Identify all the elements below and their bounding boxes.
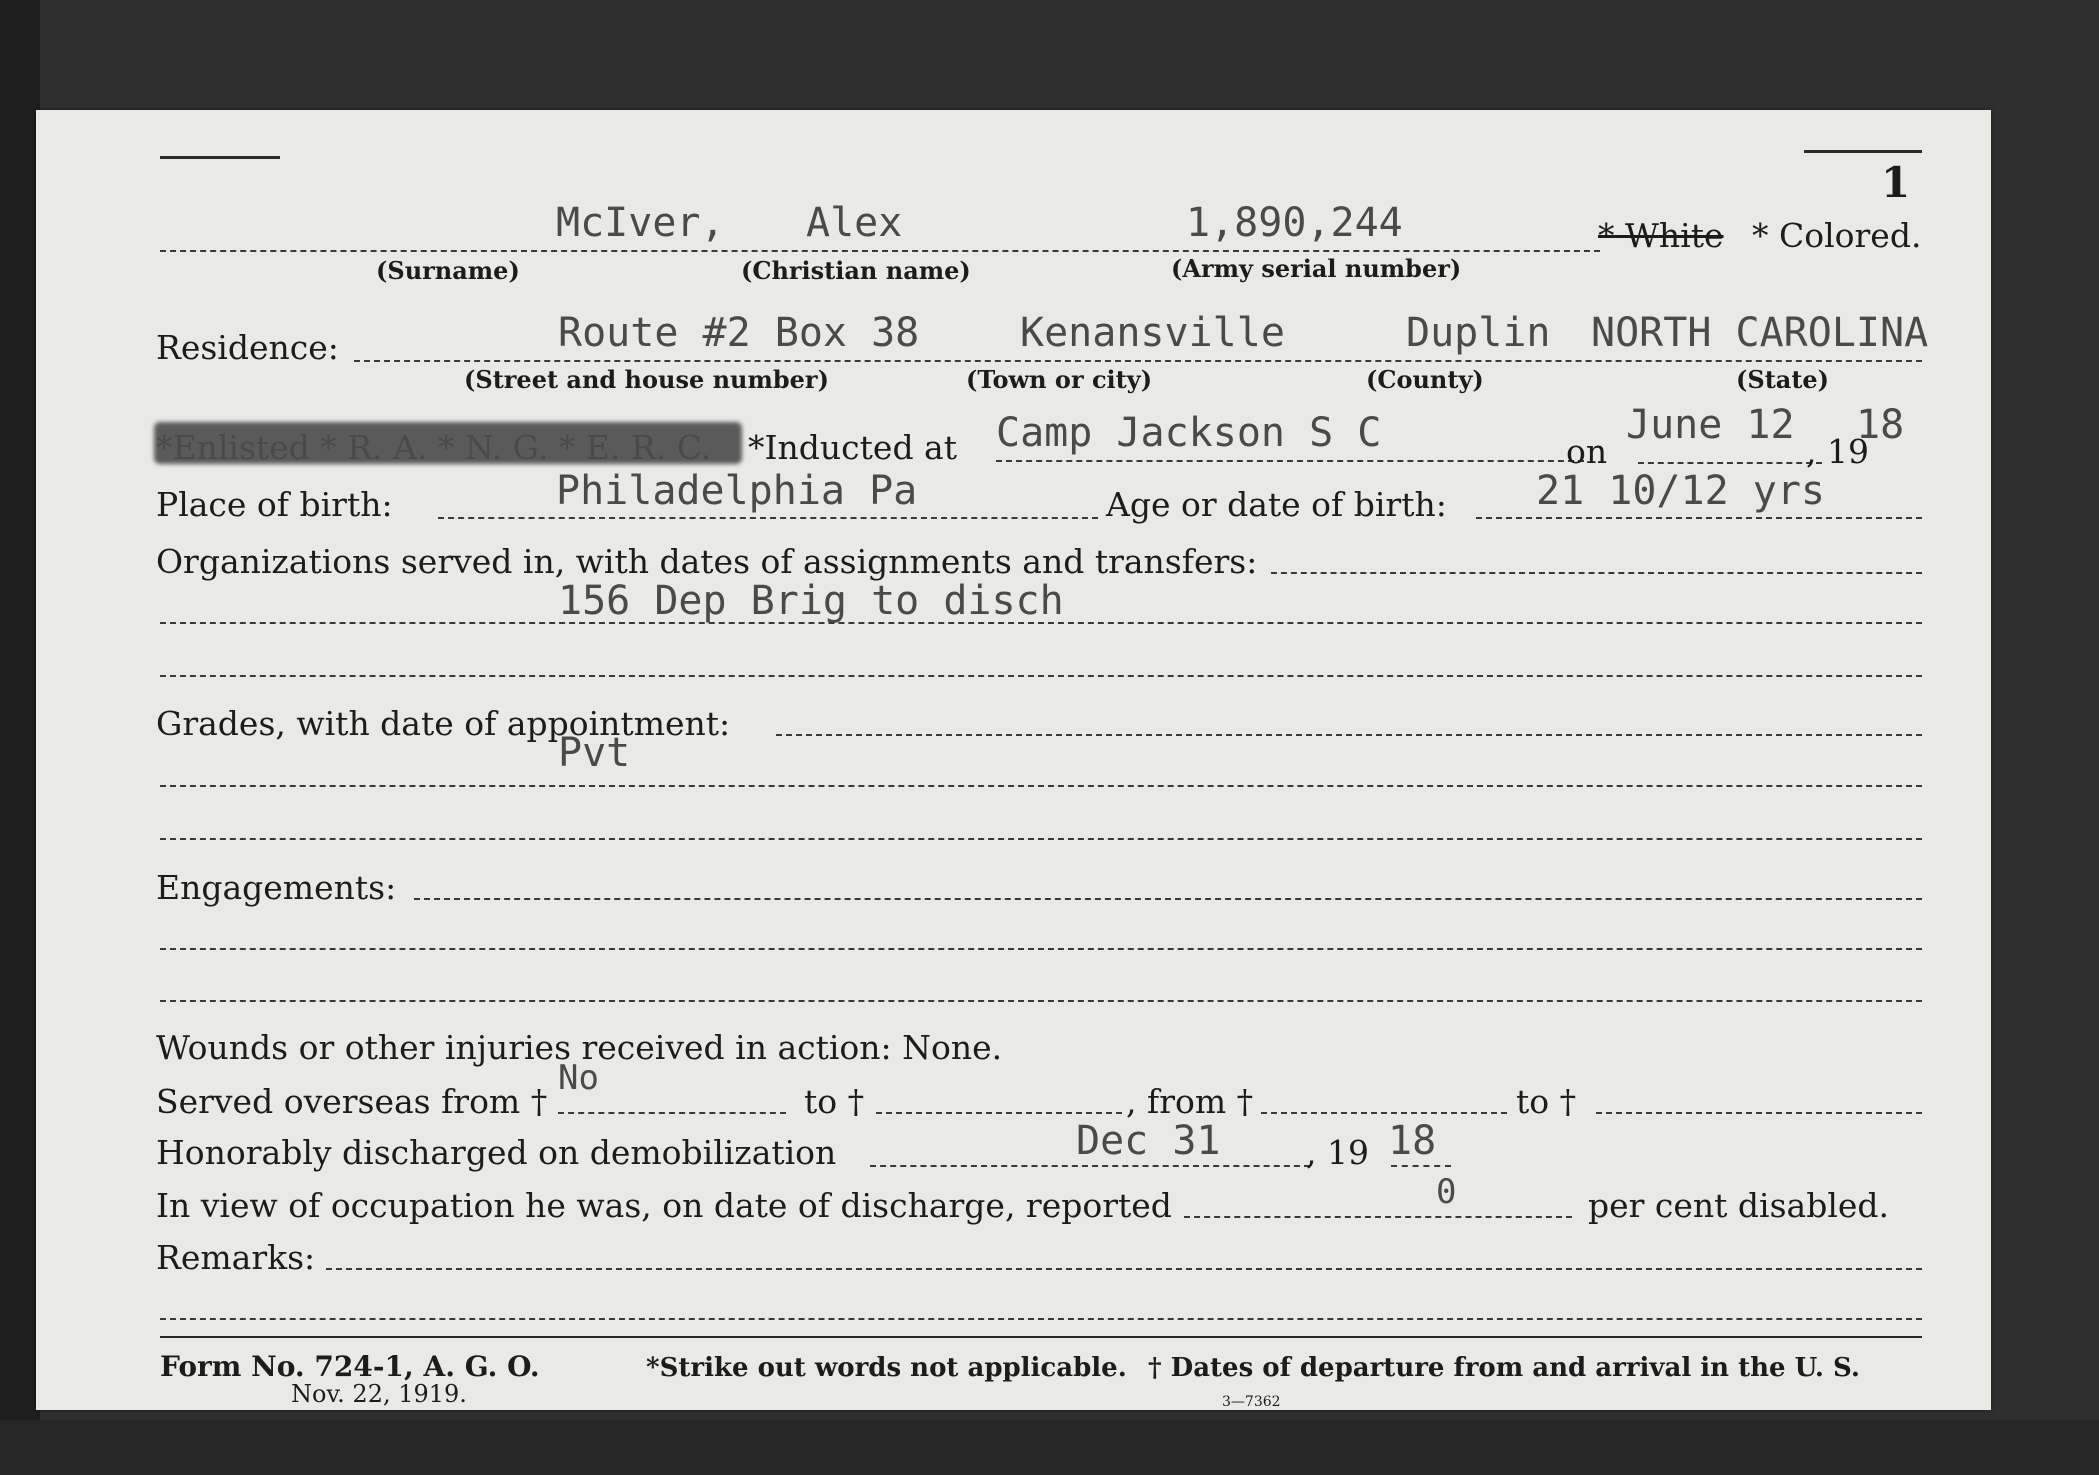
christian-name-caption: (Christian name) (741, 256, 971, 285)
service-record-card (36, 110, 1991, 1410)
wounds-text: Wounds or other injuries received in action: None. (156, 1028, 1003, 1067)
induction-date-value: June 12 (1626, 402, 1795, 448)
place-of-birth-line (438, 517, 1098, 519)
grades-line-3 (160, 838, 1922, 840)
place-of-birth-value: Philadelphia Pa (556, 468, 918, 514)
disability-suffix: per cent disabled. (1588, 1186, 1890, 1225)
state-value: NORTH CAROLINA (1591, 310, 1929, 356)
organizations-line-2 (160, 622, 1922, 624)
serial-number-caption: (Army serial number) (1171, 254, 1462, 283)
discharge-date-value: Dec 31 (1076, 1118, 1221, 1164)
overseas-to-label-2: to † (1516, 1082, 1577, 1121)
footer-rule (160, 1336, 1922, 1338)
residence-label: Residence: (156, 328, 339, 367)
overseas-from-line-2 (1261, 1112, 1507, 1114)
organizations-line-3 (160, 675, 1922, 677)
inducted-place-value: Camp Jackson S C (996, 410, 1382, 456)
background-left (0, 0, 40, 1475)
top-left-rule (160, 156, 280, 159)
name-line (160, 250, 1600, 252)
grades-label: Grades, with date of appointment: (156, 704, 731, 743)
induction-year-prefix: , 19 (1806, 432, 1869, 471)
remarks-line-2 (160, 1318, 1922, 1320)
grades-line-1 (776, 734, 1922, 736)
induction-date-line (1638, 462, 1822, 464)
engagements-line-2 (160, 948, 1922, 950)
on-label: on (1566, 432, 1608, 471)
overseas-to-line-2 (1596, 1112, 1922, 1114)
town-value: Kenansville (1020, 310, 1285, 356)
organizations-label: Organizations served in, with dates of assignments and transfers: (156, 542, 1258, 581)
print-code: 3—7362 (1222, 1394, 1281, 1410)
overseas-from-line (558, 1112, 786, 1114)
age-label: Age or date of birth: (1106, 485, 1447, 524)
form-number: Form No. 724-1, A. G. O. (160, 1350, 540, 1383)
serial-number-value: 1,890,244 (1186, 200, 1403, 246)
induction-year-value: 18 (1856, 402, 1905, 448)
inducted-line (996, 460, 1584, 462)
discharge-year-value: 18 (1388, 1118, 1437, 1164)
surname-value: McIver, (556, 200, 725, 246)
state-caption: (State) (1736, 365, 1830, 394)
age-line (1476, 517, 1922, 519)
disability-value: 0 (1436, 1172, 1457, 1212)
discharge-year-line (1391, 1165, 1451, 1167)
enlisted-options-label: *Enlisted * R. A. * N. G. * E. R. C. (156, 428, 712, 467)
engagements-line-3 (160, 1000, 1922, 1002)
overseas-to-label-1: to † (804, 1082, 865, 1121)
remarks-line-1 (326, 1268, 1922, 1270)
overseas-from-label-2: , from † (1126, 1082, 1254, 1121)
discharge-label: Honorably discharged on demobilization (156, 1133, 837, 1172)
overseas-to-line-1 (876, 1112, 1122, 1114)
discharge-year-prefix: , 19 (1306, 1133, 1369, 1172)
inducted-label: *Inducted at (748, 428, 957, 467)
overseas-value: No (558, 1058, 599, 1098)
place-of-birth-label: Place of birth: (156, 485, 393, 524)
background-bottom (0, 1420, 2099, 1475)
white-label: * White (1598, 216, 1724, 255)
remarks-label: Remarks: (156, 1238, 316, 1277)
organizations-line-1 (1271, 572, 1922, 574)
surname-caption: (Surname) (376, 256, 520, 285)
footnote-strike: *Strike out words not applicable. (646, 1353, 1127, 1383)
card-number: 1 (1881, 158, 1911, 207)
overseas-from-label: Served overseas from † (156, 1082, 548, 1121)
residence-line (354, 360, 1922, 362)
footnote-dates: † Dates of departure from and arrival in the U. S. (1148, 1353, 1860, 1383)
county-caption: (County) (1366, 365, 1484, 394)
top-right-rule (1804, 150, 1922, 153)
engagements-label: Engagements: (156, 868, 397, 907)
engagements-line-1 (414, 898, 1922, 900)
disability-line (1184, 1216, 1572, 1218)
street-value: Route #2 Box 38 (558, 310, 920, 356)
discharge-date-line (870, 1165, 1310, 1167)
street-caption: (Street and house number) (464, 365, 829, 394)
age-value: 21 10/12 yrs (1536, 468, 1825, 514)
christian-name-value: Alex (806, 200, 903, 246)
county-value: Duplin (1406, 310, 1551, 356)
grades-line-2 (160, 785, 1922, 787)
organizations-value: 156 Dep Brig to disch (558, 578, 1064, 624)
grades-value: Pvt (558, 730, 631, 776)
disability-label: In view of occupation he was, on date of discharge, reported (156, 1186, 1172, 1225)
colored-label: * Colored. (1752, 216, 1922, 255)
town-caption: (Town or city) (966, 365, 1153, 394)
form-date: Nov. 22, 1919. (291, 1380, 467, 1408)
